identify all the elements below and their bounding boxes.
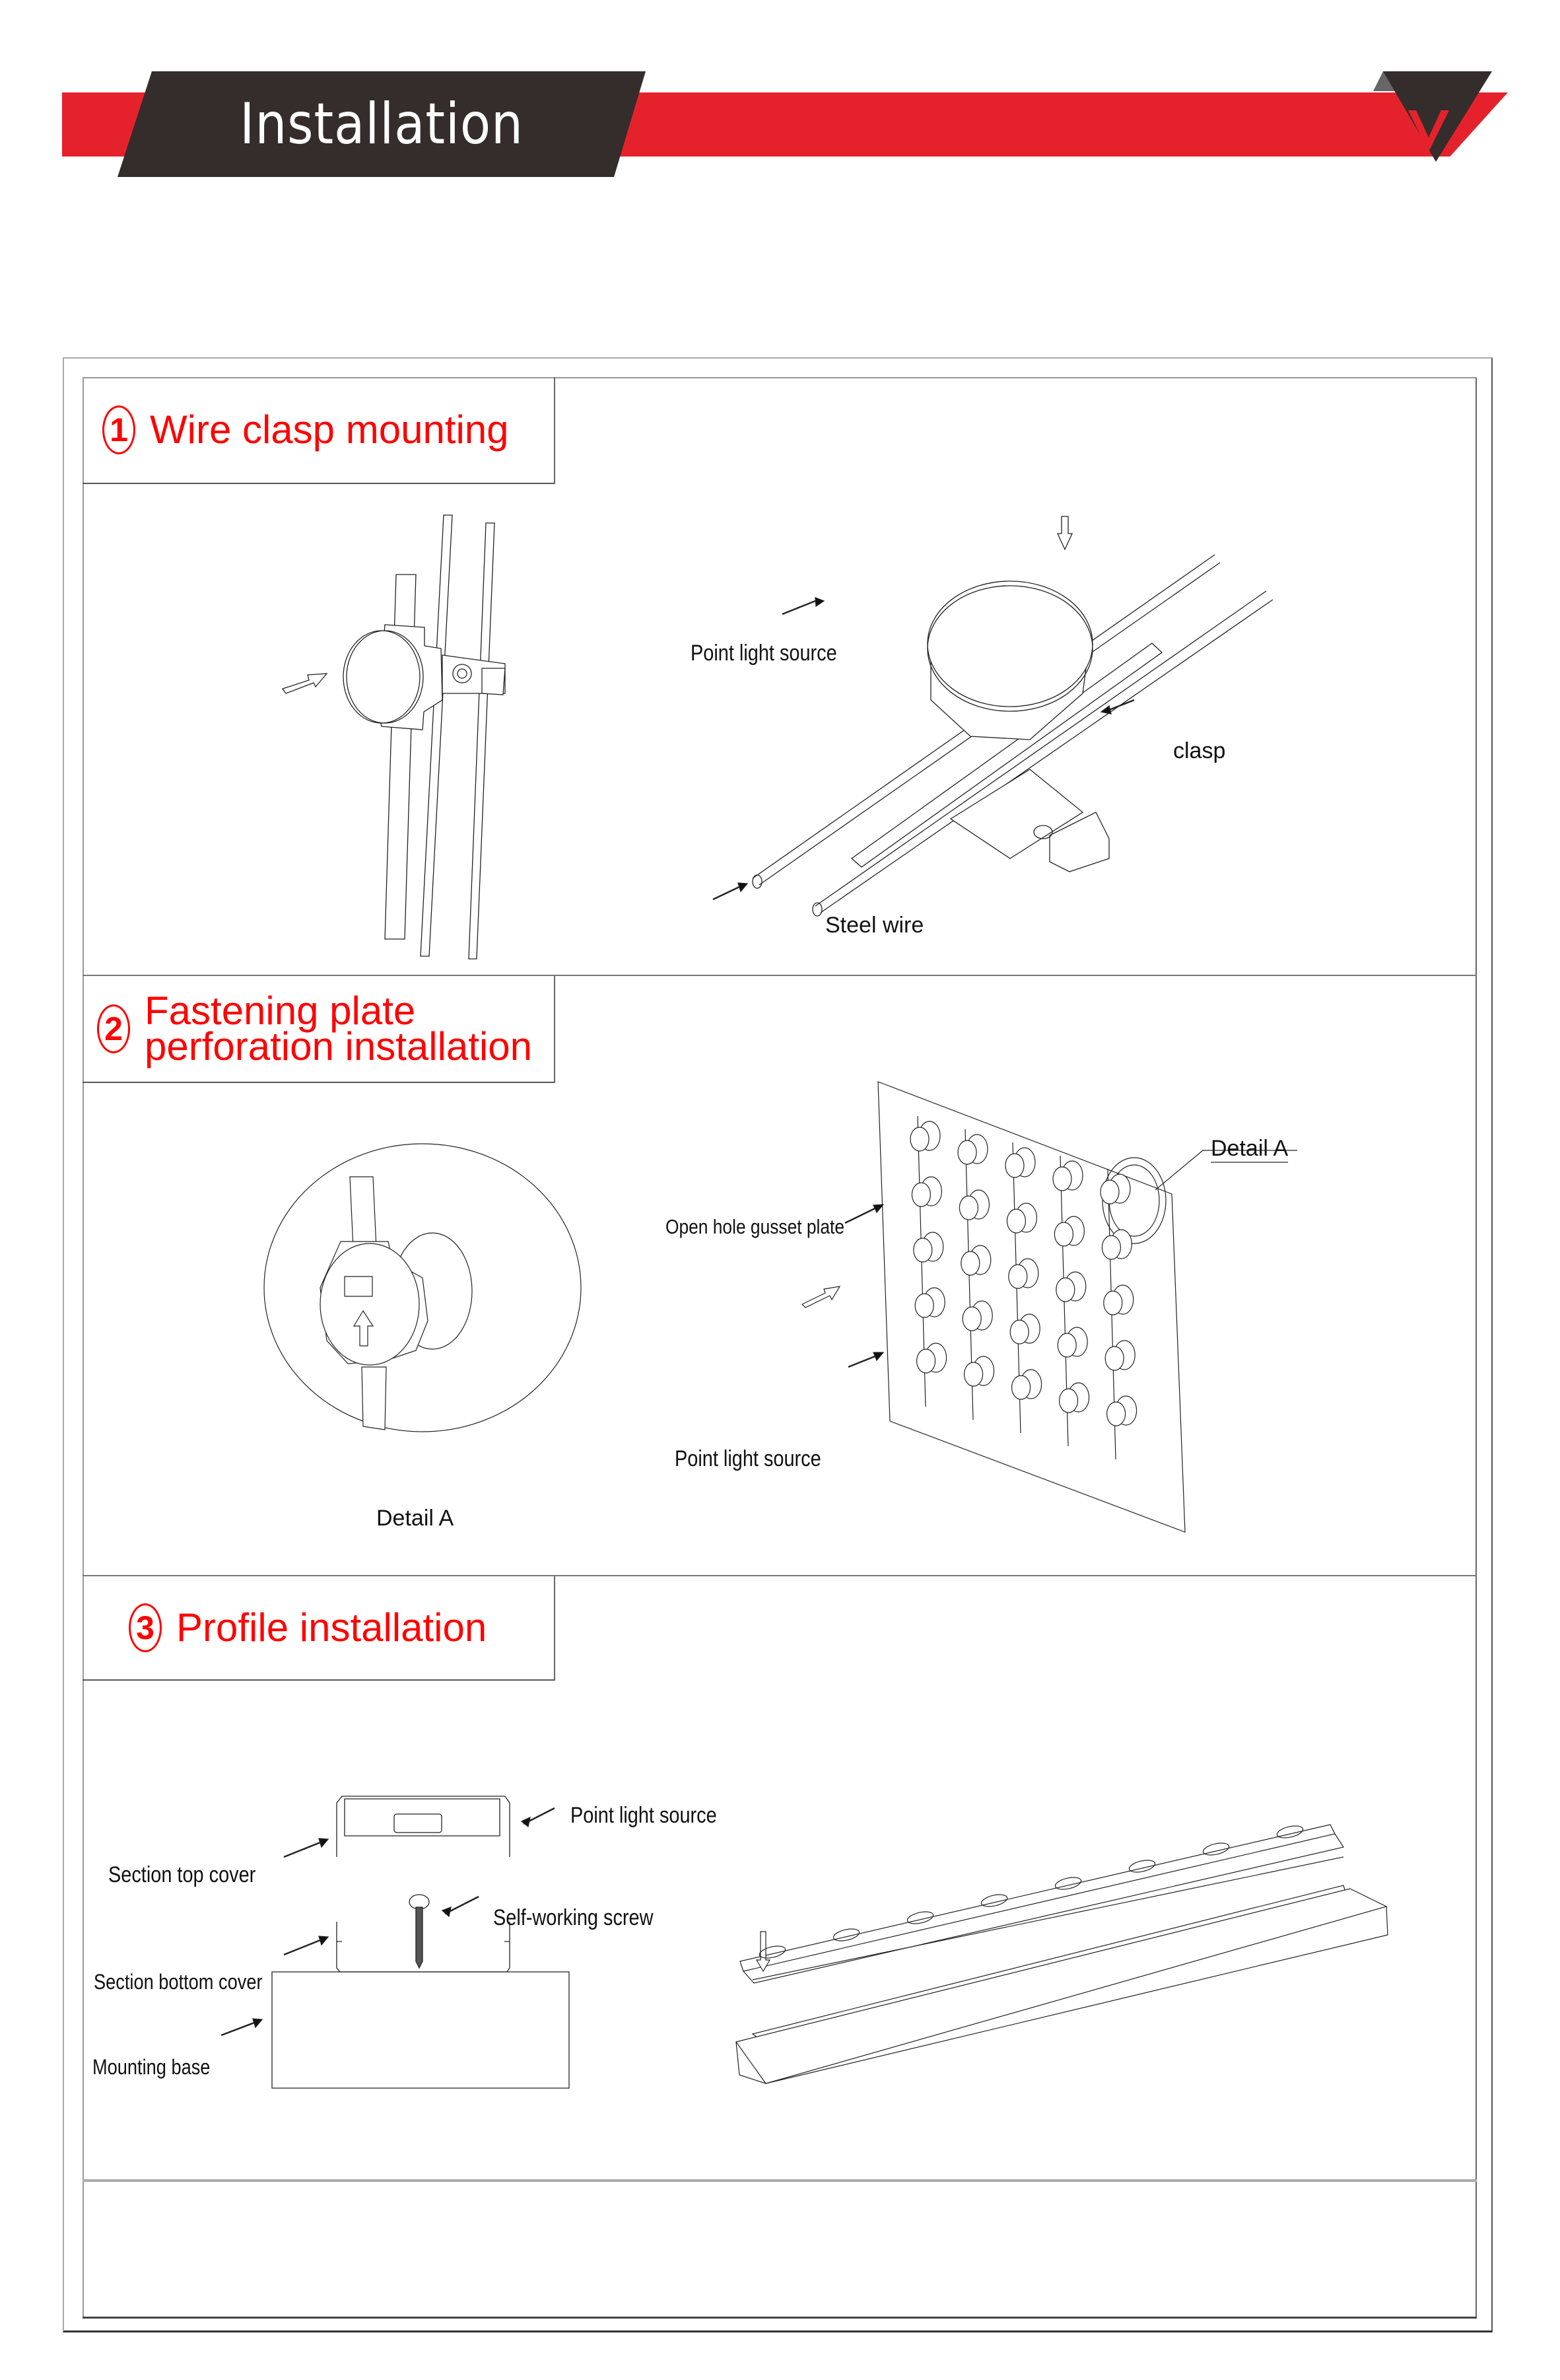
wire-clasp-side-view <box>264 502 528 964</box>
section-number-badge: 2 <box>97 1004 130 1053</box>
point-light-source <box>1010 1320 1029 1344</box>
point-light-source <box>912 1183 930 1207</box>
label-clasp: clasp <box>1173 738 1226 763</box>
label-mounting-base: Mounting base <box>92 2055 211 2079</box>
label-point-light-source-3: Point light source <box>570 1803 717 1828</box>
point-light-source <box>915 1294 933 1317</box>
section-number-badge: 3 <box>129 1603 162 1652</box>
section-title: Profile installation <box>176 1605 487 1650</box>
section-title-line-1: Fastening plate <box>145 989 416 1033</box>
label-section-bottom-cover: Section bottom cover <box>94 1970 263 1994</box>
strip-bar <box>350 1177 376 1248</box>
point-light-source <box>1105 1347 1124 1370</box>
point-light-source <box>961 1251 980 1275</box>
point-light-source <box>1007 1209 1025 1233</box>
section-bottom-cover <box>337 1922 510 1972</box>
section-1-heading <box>83 377 555 484</box>
point-light-source <box>1056 1278 1075 1302</box>
label-detail-a: Detail A <box>1211 1136 1288 1163</box>
wire-clasp-iso-view <box>660 502 1386 951</box>
section-number-badge: 1 <box>102 405 135 454</box>
section-3-heading <box>83 1576 555 1681</box>
point-light-source <box>959 1196 978 1220</box>
insert-arrow-icon <box>802 1286 840 1308</box>
mounting-base <box>736 1889 1386 2083</box>
point-light-source <box>1102 1236 1120 1259</box>
gusset-plate-view <box>647 1076 1307 1565</box>
point-light-source <box>1060 1389 1078 1413</box>
label-section-top-cover: Section top cover <box>108 1862 256 1887</box>
label-open-hole-gusset-plate: Open hole gusset plate <box>665 1215 845 1238</box>
section-divider <box>83 2179 1477 2182</box>
point-light-source <box>345 1799 500 1836</box>
point-light-source <box>1101 1180 1119 1204</box>
steel-wire-left <box>421 515 452 956</box>
section-divider <box>83 2317 1477 2319</box>
detail-a-view <box>251 1142 621 1459</box>
section-title-line-2: perforation installation <box>145 1024 533 1068</box>
point-light-source <box>1053 1167 1071 1191</box>
point-light-source <box>963 1307 981 1331</box>
section-2-heading <box>83 976 555 1083</box>
point-light-source <box>965 1362 983 1386</box>
lens <box>343 631 420 723</box>
point-light-source <box>1009 1265 1027 1288</box>
section-title: Wire clasp mounting <box>150 407 509 452</box>
point-light-source <box>910 1127 929 1151</box>
label-steel-wire: Steel wire <box>825 913 924 938</box>
label-point-light-source: Point light source <box>691 641 837 666</box>
point-light-source <box>914 1238 932 1262</box>
point-light-source <box>1104 1291 1122 1315</box>
point-light-source <box>1005 1154 1024 1177</box>
insert-arrow-icon <box>283 674 327 693</box>
page-title: Installation <box>240 91 524 157</box>
point-light-source <box>1054 1222 1073 1246</box>
point-light-source <box>917 1349 935 1373</box>
section-top-cover <box>740 1825 1335 1971</box>
point-light-source <box>958 1140 976 1164</box>
profile-iso-view <box>720 1809 1400 2113</box>
label-detail-a-caption: Detail A <box>376 1506 454 1531</box>
self-working-screw <box>416 1907 423 1968</box>
steel-wire-right <box>469 523 494 959</box>
mounting-base <box>272 1972 569 2088</box>
label-point-light-source-2: Point light source <box>675 1446 821 1471</box>
point-light-source <box>1058 1333 1076 1357</box>
v-triangle-logo-icon <box>1363 71 1495 167</box>
label-self-working-screw: Self-working screw <box>493 1905 654 1930</box>
lens <box>928 581 1093 707</box>
point-light-source <box>1107 1402 1126 1426</box>
down-arrow-icon <box>1058 516 1072 549</box>
point-light-source <box>1012 1376 1031 1399</box>
